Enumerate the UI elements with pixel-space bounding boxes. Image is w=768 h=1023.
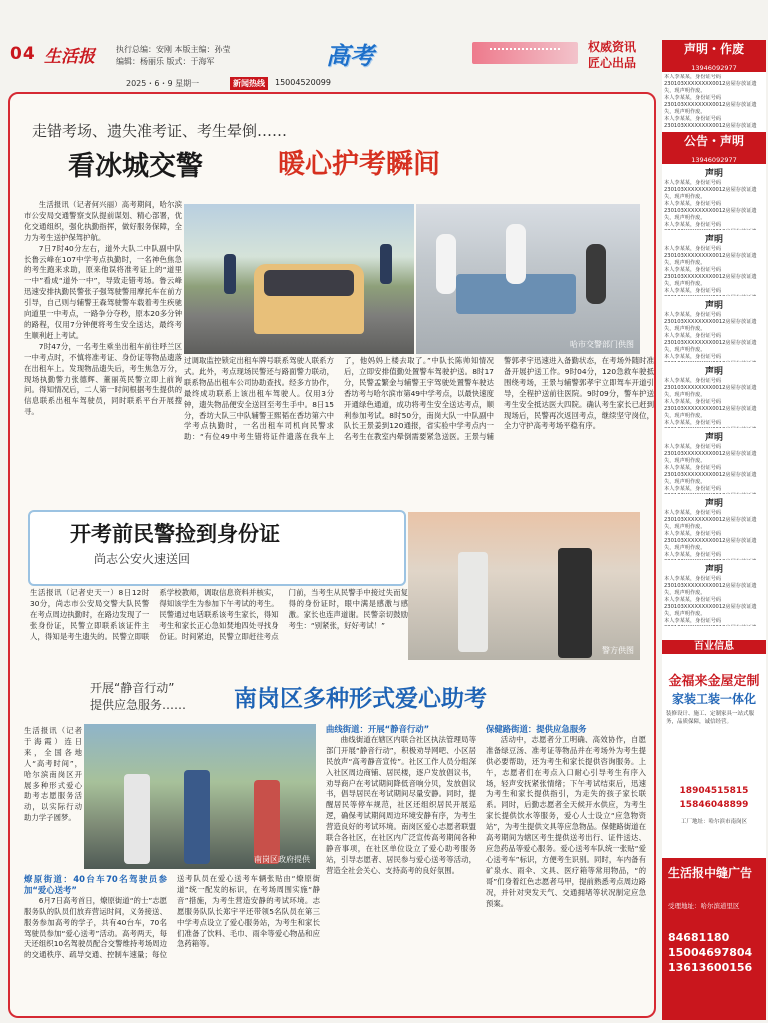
article1-para: 7时47分，一名考生乘坐出租车前往呼兰区一中考点时，不慎将准考证、身份证等物品遗落在出租车上。发现物品遗失后，考生焦急万分，现场执勤警力张德辉、董丽英民警立即上前询问。得知情况后，二人第一时间根据考生提供的信息联系出租车驾驶员，同时联系平台开展搜寻。 (24, 341, 182, 417)
article3-kicker-line1: 开展“静音行动” (90, 681, 175, 695)
ad-address: 受理地址：哈尔滨道里区 (668, 902, 740, 910)
article3-title: 南岗区多种形式爱心助考 (234, 685, 487, 712)
ad-description: 装修设计、施工、定制家具一站式服务，品质保障，诚信经营。 (666, 711, 755, 725)
article3-para: 曲线街道在辖区内联合社区执法管理局等部门开展“静音行动”，积极劝导网吧、小区居民放声“高考静音宣传”。社区工作人员分组深入社区周边商铺、居民楼，逐户发放倡议书，劝导商户在考试期间降低音响分贝，发放倡议书，倡导居民在考试期间尽量安静。同时，提醒居民等停车规范，社区还组织居民开展巡逻，确保考试期间周边环境安静有序，为考生营造良好的考试环境。南岗区爱心志愿者联盟联合各社区，在社区内广泛宣传高考期间各种静音事项，在社区单位设立了爱心助考服务站，引导志愿者、居民参与爱心送考等活动，营造全社会关心、支持高考的良好氛围。 (326, 734, 476, 875)
notice-block (664, 74, 764, 128)
article1-body-columns: 过调取监控锁定出租车牌号联系驾驶人联系方式。此外，考点现场民警还与路面警力联动，联系物品出租车公司协助查找。经多方协作，最终成功联系上该出租车驾驶人。仅用3分钟，遗失物品便安全送回至考生手中。8日15分，香坊大队三中队辅警王熙韬在香坊第六中学考点执勤时，一名出租车司机向民警求助：“有位49中考生错将证件遗落在我车上了，他妈妈上楼去取了。”中队长陈帅知情况后，立即安排值勤处置警车驾驶护送。8时17分，民警孟繁金与辅警王宇驾驶处置警车驶达香坊考与哈尔滨市第49中学考点，以最快速度开通绿色通道，成功将考生安全送达考点，顺利参加考试。8时50分，南岗大队一中队副中队长王景姜到120通报，省实验中学考点内一名考生在教室内晕倒需要紧急送医。王景与辅警郭孝宇迅速进入备勤状态，在考场外随时准备开展护送工作。9时04分，120急救车驶抵围绕考场，王景与辅警郭孝宇立即驾车开道引导，全程护送前往医院。9时09分，警车护送考生安全抵达医大四院。确认考生家长已赶到现场后，民警再次返回考点，继续坚守岗位，全力守护高考考场平稳有序。 (184, 356, 654, 442)
notice-text: 本人李某某，身份证号码230103XXXXXXXX0012房屋存放证遗失，现声明作废。 (664, 531, 757, 551)
notice-title: 声明 (704, 367, 723, 377)
notice-block (664, 432, 764, 494)
notice-title: 声明 (704, 301, 723, 311)
article3-body-middle (326, 724, 476, 1014)
ad-footer: 工厂地址：哈尔滨市南岗区 (680, 819, 747, 825)
notice-block (664, 168, 764, 230)
notice-text: 本人李某某，身份证号码230103XXXXXXXX0012房屋存放证遗失，现声明作废。 (664, 444, 757, 464)
article1-para: 7日7时40分左右，道外大队二中队副中队长鲁云峰在107中学考点执勤时，一名神色焦急的考生跑来求助，原来他误将准考证上的“道里一中”看成“道外一中”，导致走错考场。鲁云峰迅速安排执勤民警张子强驾驶警用摩托车在前方引导，自己则与辅警王森驾驶警车载着考生疾驰向道里一中考点，一路争分夺秒，原本20多分钟的路程，仅用7分钟便将考生安全送达，最终考生顺利赶上考试。 (24, 243, 182, 340)
ad-title: 金福来金屋定制 (668, 674, 760, 689)
notice-text: 本人李某某，身份证号码230103XXXXXXXX0012房屋存放证遗失，现声明作废。 (664, 95, 757, 115)
article3-lead: 生活报讯（记者于海霞）连日来，全国各地人“高考时间”，哈尔滨南岗区开展多种形式爱心助考志愿服务活动，以实际行动助力学子圆梦。 (24, 726, 82, 823)
officer-figure (224, 254, 236, 294)
notice-text: 本人李某某，身份证号码230103XXXXXXXX0012房屋存放证遗 (664, 116, 757, 128)
channel-title: 高考 (326, 42, 374, 70)
ad-phone: 84681180 15004697804 13613600156 (668, 931, 753, 974)
notice-block (664, 564, 764, 626)
notice-text: 本人李某某，身份证号码230103XXXXXXXX0012房屋存放证遗失，现声明作废。 (664, 246, 757, 266)
article3-subheading: 保健路街道：提供应急服务 (486, 724, 587, 734)
notice-text: 本人李某某，身份证号码230103XXXXXXXX0012房屋存放证遗失，现声明作废。 (664, 510, 757, 530)
notice-text: 本人李某某，身份证号码230103XXXXXXXX0012房屋存放证遗失，现声明作废。 (664, 74, 757, 94)
volunteer-figure (124, 774, 150, 864)
ad-title: 生活报中缝广告 (668, 866, 753, 880)
notice-title: 声明 (704, 169, 723, 179)
article2-body: 生活报讯（记者史天一）8日12时30分，尚志市公安局交警大队民警在考点周边执勤时，在路边发现了一张身份证，民警立即联系该证件主人，得知是考生遗失的。民警立即联系学校教师，调取信息资料并核实，得知该学生为参加下午考试的考生。民警通过电话联系该考生家长，得知考生和家长正心急如焚地四处寻找身份证。时间紧迫，民警立即赶往考点门前，当考生从民警手中接过失而复得的身份证时，眼中满是感激与感激。家长也连声道谢。民警亲切鼓励考生：“别紧张，好好考试！” (30, 588, 408, 641)
article3-subheading: 曲线街道：开展“静音行动” (326, 724, 430, 734)
officer-figure (380, 244, 392, 284)
notice-text: 本人李某某，身份证号码230103XXXXXXXX0012房屋存放证遗失，现声明作废。 (664, 399, 757, 419)
ad-classified-service (662, 858, 766, 1020)
notice-text: 本人李某某，身份证号码230103XXXXXXXX0012房屋存放证遗失，现声明作废。 (664, 378, 757, 398)
notice-text: 本人李某某，身份证号码230103XXXXXXXX0012房屋存放证遗失，现声明作废。 (664, 576, 757, 596)
hotline-number: 15004520099 (275, 78, 331, 87)
article3-body-right (486, 724, 646, 1014)
notice-text: 本人李某某，身份证号码230103XXXXXXXX0012房屋存放证遗失，现声明作废。 (664, 312, 757, 332)
bystander-figure (586, 244, 606, 304)
notice-text: 本人李某某，身份证号码230103XXXXXXXX0012房屋存放证遗失，现声明作废。 (664, 597, 757, 617)
notice-block (664, 366, 764, 428)
article1-kicker: 走错考场、遗失准考证、考生晕倒…… (32, 122, 288, 140)
slogan-line1: 权威资讯 (588, 40, 637, 54)
article1-para: 生活报讯（记者何兴丽）高考期间，哈尔滨市公安局交通警察支队提前谋划、精心部署，优化交通组织，强化执勤指挥，做好服务保障，全力为考生送护保驾护航。 (24, 200, 182, 242)
article1-title-black: 看冰城交警 (68, 151, 203, 182)
ad-phone: 18904515815 (679, 786, 749, 796)
article3-para: 6月7日高考首日，燎原街道“的士”志愿服务队的队员们放弃营运时间，义务接送、服务参加高考的学子，共有40台车，70名驾驶员参加“爱心送考”活动。高考两天，每天还组织10名驾驶员配合交警维持考场周边的交通秩序、疏导交通、控制车速量；每位送考队员在爱心送考车辆张贴由“燎原街道”统一配发的标识，在考场周围实施“静音”措施，为考生营造安静的考试环境。志愿服务队队长郑宇平还带领5名队员在第三中学考点设立了爱心服务站，为考生和家长们准备了饮料、毛巾、雨伞等爱心物品和应急药箱等。 (24, 874, 320, 960)
issue-date: 2025・6・9 星期一 (126, 79, 200, 88)
classifieds-header-void: 声明・作废 (662, 40, 766, 64)
article3-para: 活动中，志愿者分工明确、高效协作，自愿准备绿豆汤、准考证等物品并在考场外为考生提供必要帮助，还为考生和家长提供咨询服务。上午，志愿者们在考点入口耐心引导考生有序入场，轻声安抚紧张情绪；下午考试结束后，迅速为考生和家长提供指引，为走失的孩子家长联系。同时，后勤志愿者全天候开水供应，为考生家长提供饮水等服务，爱心人士设立“应急物资站”，为考生提供文具等应急物品。保健路街道在高考期间为辖区考生提供送考出行、证件送达、应急药品等爱心服务。爱心送考车队统一张贴“爱心送考车”标识，方便考生识别。同时，车内备有矿泉水、雨伞、文具、医疗箱等常用物品，“的哥”们身着红色志愿者马甲，提前熟悉考点周边路况，并针对突发天气、交通拥堵等状况制定应急预案。 (486, 734, 646, 908)
paper-name: 生活报 (44, 47, 95, 67)
notice-text: 本人李某某，身份证号码 (664, 288, 722, 294)
article1-title-red: 暖心护考瞬间 (278, 149, 440, 180)
notice-text: 本人李某某，身份证号码230103XXXXXXXX0012房屋存放证遗失，现声明作废。 (664, 465, 757, 485)
notice-text: 本人李某某，身份证号码230103XXXXXXXX0012房屋存放证遗失，现声明作废。 (664, 180, 757, 200)
classifieds-sidebar (662, 40, 766, 1020)
notice-title: 声明 (704, 499, 723, 509)
photo-caption: 南岗区政府提供 (254, 855, 310, 864)
medic-figure (506, 224, 526, 284)
article3-subheading: 燎原街道：40台车70名驾驶员参加“爱心送考” (24, 874, 167, 895)
page-header (0, 0, 768, 92)
ad-phone: 15846048899 (679, 800, 749, 810)
notice-text: 本人李某某，身份证号码 (664, 222, 722, 228)
notice-title: 声明 (704, 235, 723, 245)
taxi-windshield (264, 270, 354, 296)
notice-block (664, 234, 764, 296)
volunteer-figure (254, 780, 280, 864)
article2-title: 开考前民警捡到身份证 (70, 521, 280, 546)
photo-volunteers (84, 724, 316, 869)
notice-text: 本人李某某，身份证号码 (664, 552, 722, 558)
notice-text: 本人李某某，身份证号码230103XXXXXXXX0012房屋存放证遗失，现声明作废。 (664, 267, 757, 287)
notice-block (664, 300, 764, 362)
student-figure (184, 770, 210, 864)
notice-text: 本人李某某，身份证号码230103XXXXXXXX0012房屋存放证遗失，现声明作废。 (664, 201, 757, 221)
notice-title: 声明 (704, 433, 723, 443)
classifieds-phone: 13946092977 (662, 64, 766, 72)
slogan-line2: 匠心出品 (588, 56, 637, 70)
notice-block (664, 498, 764, 560)
photo-medical-rescue (416, 204, 640, 354)
hotline-label: 新闻热线 (230, 77, 268, 90)
notice-text: 本人李某某，身份证号码 (664, 618, 722, 624)
photo-caption: 警方供图 (602, 646, 634, 655)
notice-title: 声明 (704, 565, 723, 575)
notice-text: 本人李某某，身份证号码 (664, 420, 722, 426)
ad-subtitle: 家装工装一体化 (671, 692, 756, 706)
officer-figure (458, 552, 488, 652)
page-number: 04 (10, 44, 36, 64)
article3-kicker-line2: 提供应急服务…… (90, 698, 187, 712)
parent-figure (558, 548, 592, 658)
ad-home-decor (662, 658, 766, 856)
classifieds-phone: 13946092977 (662, 156, 766, 164)
photo-taxi-escort (184, 204, 414, 354)
photo-id-return (408, 512, 640, 660)
photo-caption: 哈市交警部门供图 (570, 340, 634, 349)
category-label: 百业信息 (662, 640, 766, 654)
editor-credit: 编辑：杨丽乐 版式：于海军 (116, 57, 215, 66)
notice-text: 本人李某某，身份证号码 (664, 354, 722, 360)
notice-text: 本人李某某，身份证号码 (664, 486, 722, 492)
main-article-frame (8, 92, 656, 1018)
classifieds-header-notice: 公告・声明 (662, 132, 766, 156)
article2-subtitle: 尚志公安火速送回 (94, 552, 191, 566)
header-decoration-dots (490, 48, 560, 54)
exec-editor: 执行总编：安刚 本版主编：孙莹 (116, 45, 231, 54)
notice-text: 本人李某某，身份证号码230103XXXXXXXX0012房屋存放证遗失，现声明作废。 (664, 333, 757, 353)
article1-body-left (24, 200, 182, 500)
medic-figure (436, 234, 456, 294)
article3-body-bottom-left (24, 874, 320, 1014)
